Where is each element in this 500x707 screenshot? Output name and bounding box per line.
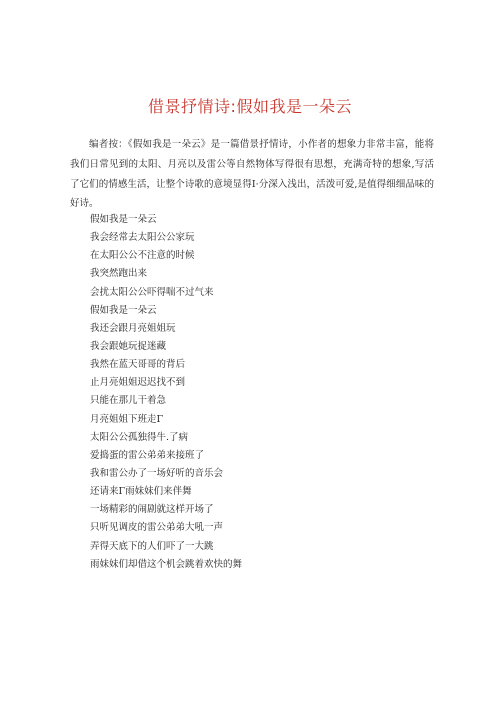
poem-line: 月亮姐姐下班走Γ (90, 413, 164, 425)
poem-line: 会扰太阳公公吓得喘不过气来 (90, 286, 214, 298)
poem-line: 我突然跑出来 (90, 268, 148, 280)
poem-line: 我会经常去太阳公公家玩 (90, 232, 195, 244)
poem-line: 我会跟她玩捉迷藏 (90, 340, 167, 352)
page-title: 借景抒情诗:假如我是一朵云 (148, 97, 352, 116)
poem-line: 雨妹妹们却借这个机会跳着欢快的舞 (90, 558, 243, 570)
poem-line: 我然在蓝天哥哥的背后 (90, 359, 186, 371)
editor-note-paragraph: 编者按：《假如我是一朵云》是一篇借景抒情诗，小作者的想象力非常丰富，能将我们日常见到的太阳、月亮以及雷公等自然物体写得很有思想，充满奇特的想象,写活了它们的情感生活，让整个诗歌的意境显得Ⅰ·分深入浅出，活泼可爱,是值得细细品味的好诗。 (70, 139, 434, 210)
poem-line: 我还会跟月亮姐姐玩 (90, 322, 176, 334)
poem-lines (90, 211, 242, 574)
poem-line: 还请来Γ雨妹妹们来伴舞 (90, 486, 192, 498)
poem-line: 爱捣蛋的雷公弟弟来接班了 (90, 449, 205, 461)
poem-line: 假如我是一朵云 (90, 214, 157, 225)
poem-line: 太阳公公孤独得牛.了病 (90, 431, 189, 443)
poem-line: 假如我是一朵云 (90, 304, 157, 316)
poem-line: 弄得天底下的人们吓了一大跳 (90, 540, 214, 552)
poem-line: 一场精彩的闹剧就这样开场了 (90, 504, 214, 516)
poem-line: 我和雷公办了一场好听的音乐会 (90, 467, 224, 479)
poem-line: 只能在那儿干着急 (90, 395, 167, 407)
poem-line: 止月亮姐姐迟迟找不到 (90, 377, 186, 389)
poem-line: 只听见调皮的雷公弟弟大吼一声 (90, 522, 224, 534)
poem-line: 在太阳公公不注意的时候 (90, 250, 195, 262)
